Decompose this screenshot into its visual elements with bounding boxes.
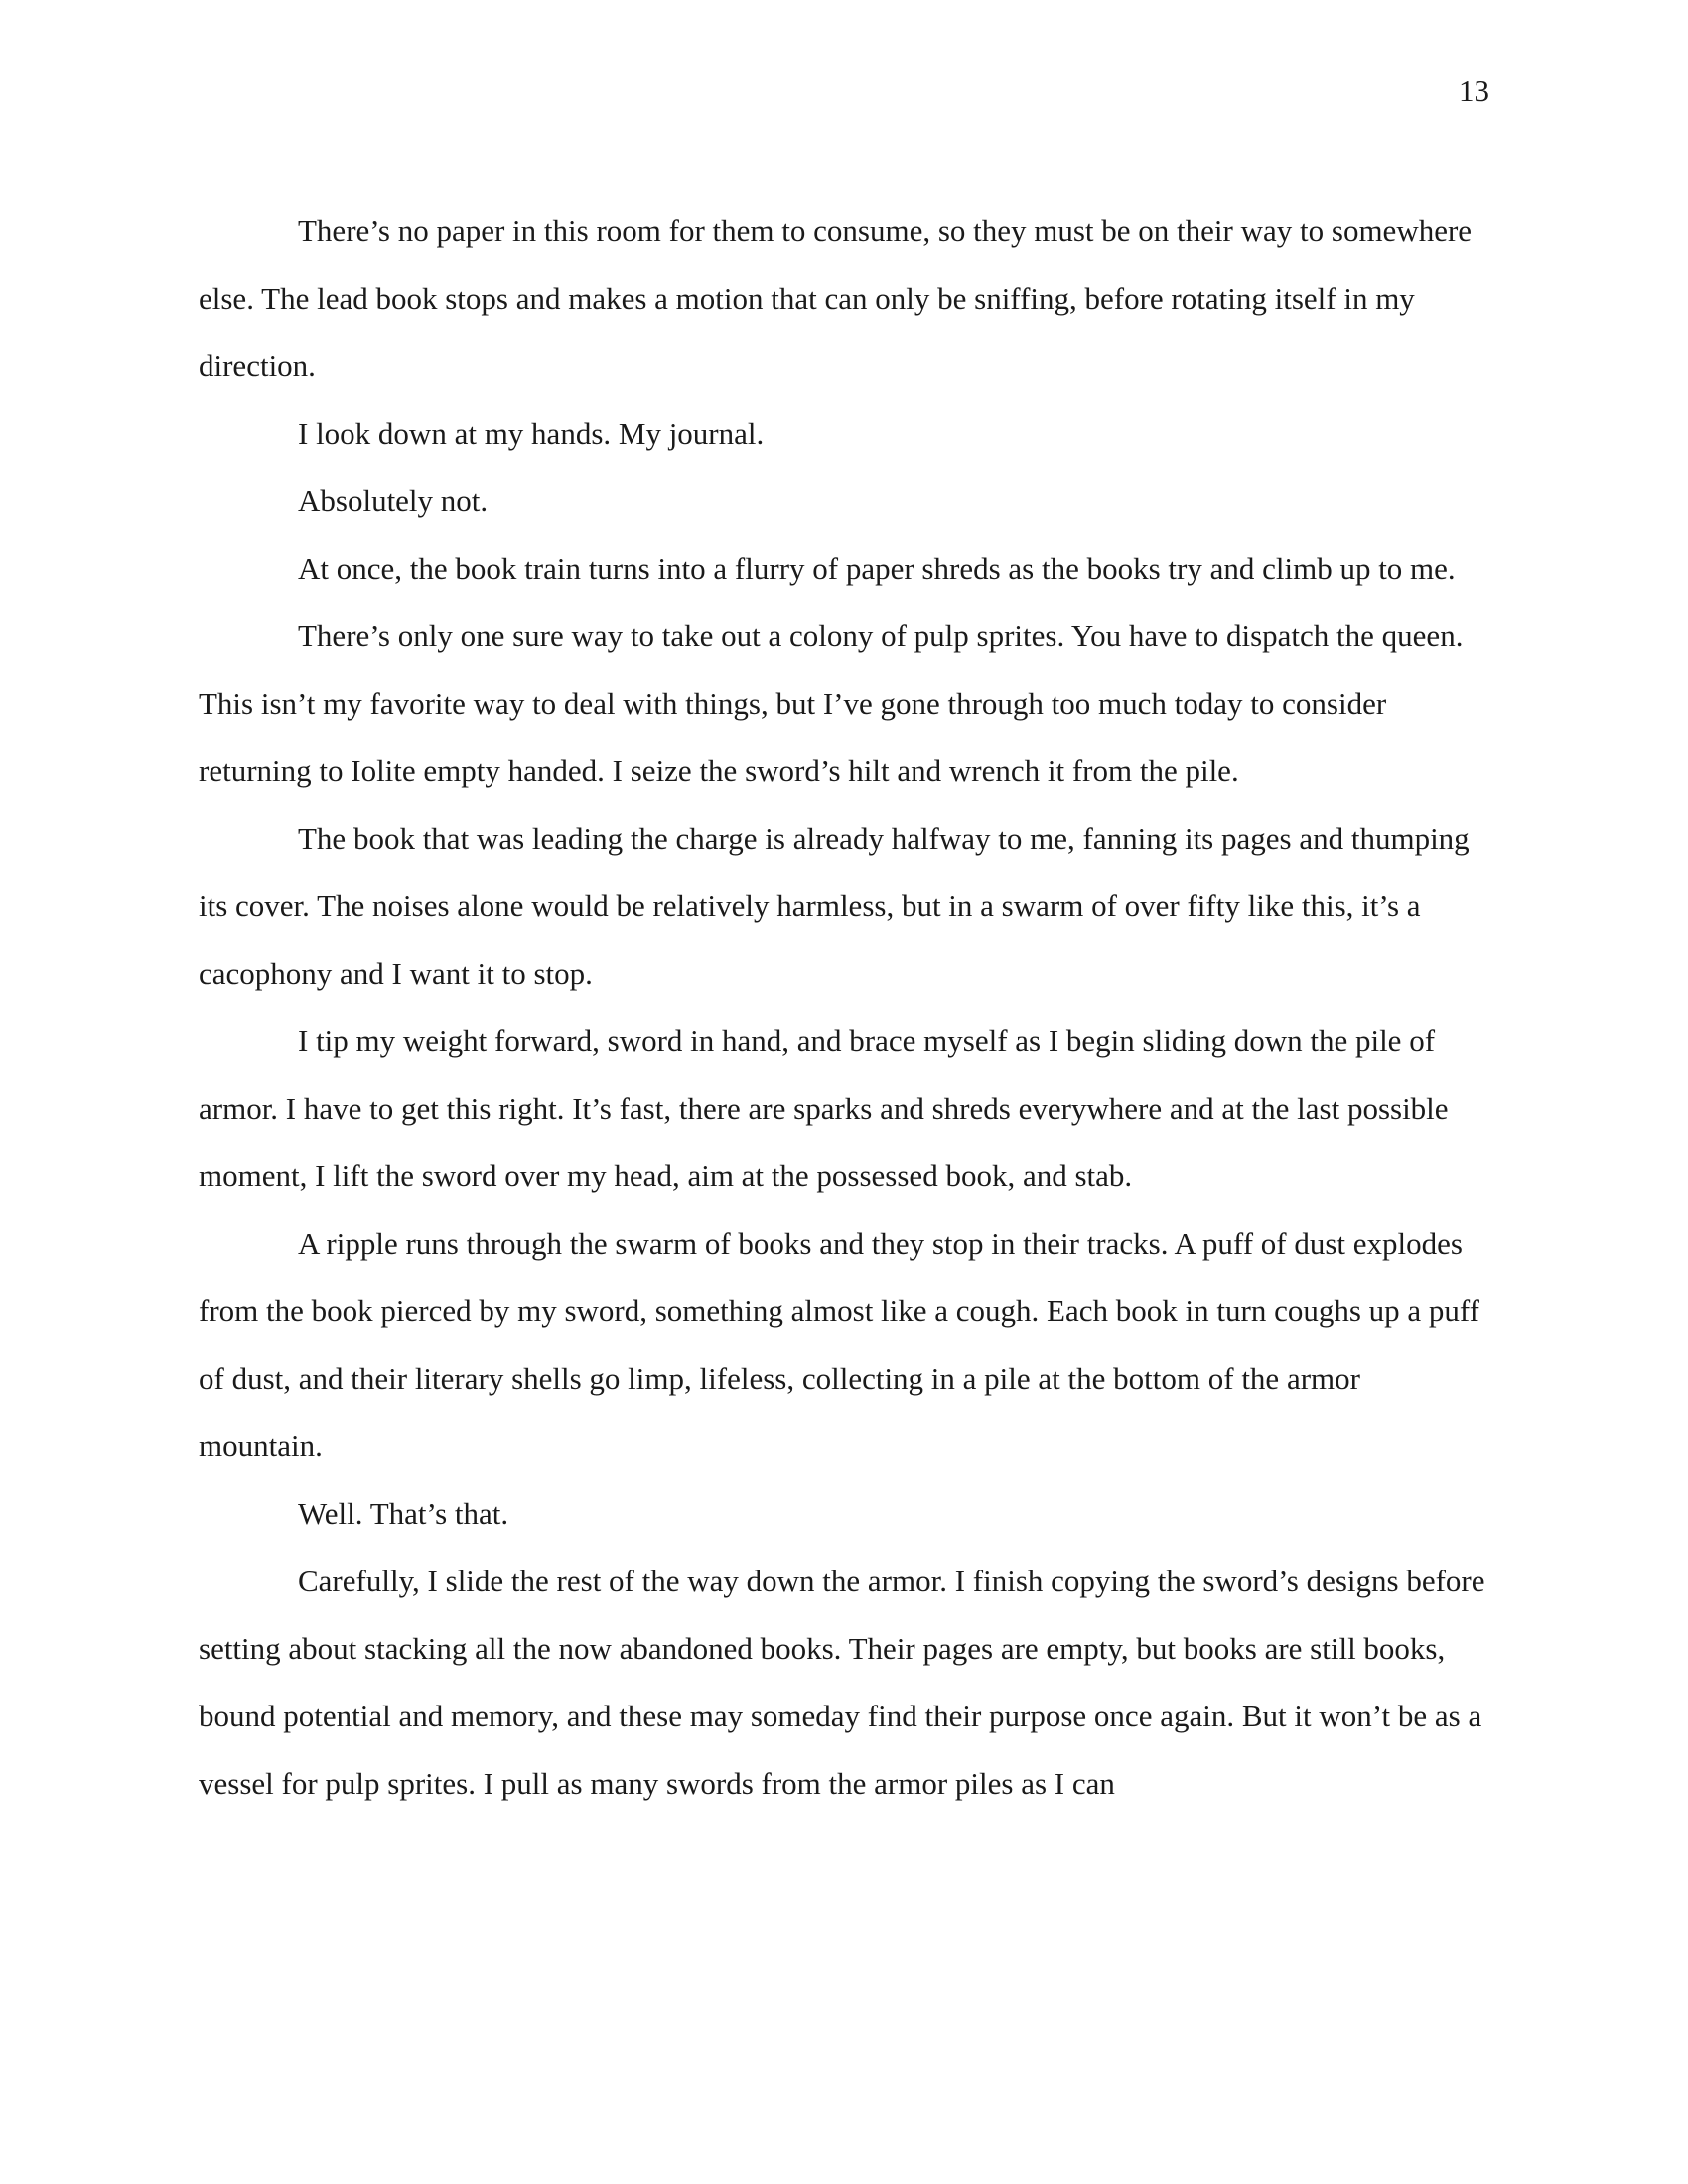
page-number: 13 <box>1459 73 1489 108</box>
paragraph-3: Absolutely not. <box>298 483 489 518</box>
body-text <box>199 198 1489 1818</box>
paragraph-5: There’s only one sure way to take out a colony of pulp sprites. You have to dispatch the queen. This isn’t my favorite way to deal with things, but I’ve gone through too much today to consider returning to Iolite empty handed. I seize the sword’s hilt and wrench it from the pile. <box>199 618 1464 788</box>
paragraph-10: Carefully, I slide the rest of the way down the armor. I finish copying the sword’s designs before setting about stacking all the now abandoned books. Their pages are empty, but books are still books, bound potential and memory, and these may someday find their purpose once again. But it won’t be as a vessel for pulp sprites. I pull as many swords from the armor piles as I can <box>199 1564 1485 1801</box>
paragraph-7: I tip my weight forward, sword in hand, and brace myself as I begin sliding down the pile of armor. I have to get this right. It’s fast, there are sparks and shreds everywhere and at the last possible moment, I lift the sword over my head, aim at the possessed book, and stab. <box>199 1024 1449 1193</box>
paragraph-1: There’s no paper in this room for them to consume, so they must be on their way to somewhere else. The lead book stops and makes a motion that can only be sniffing, before rotating itself in my direction. <box>199 213 1473 383</box>
paragraph-4: At once, the book train turns into a flurry of paper shreds as the books try and climb up to me. <box>298 551 1456 586</box>
paragraph-6: The book that was leading the charge is already halfway to me, fanning its pages and thumping its cover. The noises alone would be relatively harmless, but in a swarm of over fifty like this, it’s a cacophony and I want it to stop. <box>199 821 1470 991</box>
paragraph-8: A ripple runs through the swarm of books and they stop in their tracks. A puff of dust explodes from the book pierced by my sword, something almost like a cough. Each book in turn coughs up a puff of dust, and their literary shells go limp, lifeless, collecting in a pile at the bottom of the armor mountain. <box>199 1226 1479 1463</box>
paragraph-9: Well. That’s that. <box>298 1496 509 1531</box>
paragraph-2: I look down at my hands. My journal. <box>298 416 765 451</box>
